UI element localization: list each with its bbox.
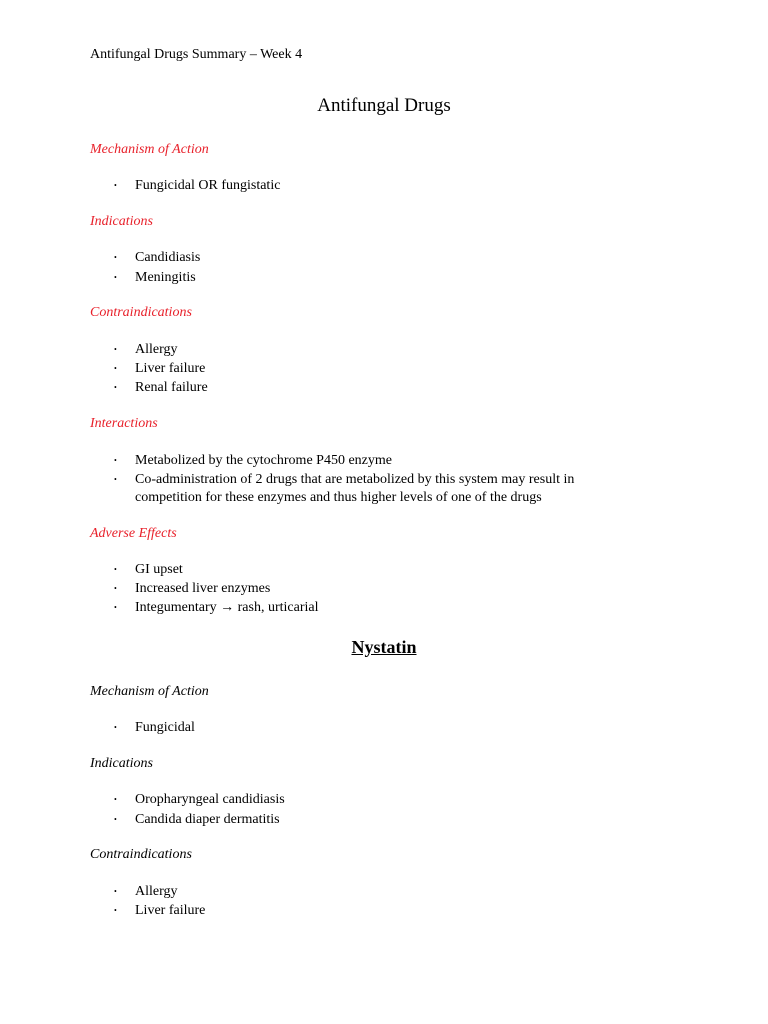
heading-indications: Indications — [90, 214, 153, 229]
bullet-icon: • — [114, 253, 117, 262]
bullet-icon: • — [114, 345, 117, 354]
bullet-icon: • — [114, 273, 117, 282]
list-item: Oropharyngeal candidiasis — [135, 792, 285, 807]
bullet-icon: • — [114, 475, 117, 484]
list-item: Liver failure — [135, 361, 206, 376]
list-item: Integumentary → rash, urticarial — [135, 600, 319, 615]
list-item: Meningitis — [135, 270, 196, 285]
heading-contraindications: Contraindications — [90, 847, 192, 862]
bullet-icon: • — [114, 181, 117, 190]
bullet-icon: • — [114, 795, 117, 804]
list-item: Fungicidal OR fungistatic — [135, 178, 281, 193]
list-item: Renal failure — [135, 380, 208, 395]
list-item: Allergy — [135, 342, 178, 357]
list-item: Fungicidal — [135, 720, 195, 735]
list-item: Increased liver enzymes — [135, 581, 271, 596]
document-header: Antifungal Drugs Summary – Week 4 — [90, 47, 303, 62]
list-item: Candidiasis — [135, 250, 201, 265]
bullet-icon: • — [114, 565, 117, 574]
heading-adverse-effects: Adverse Effects — [90, 526, 177, 541]
heading-mechanism-of-action: Mechanism of Action — [90, 684, 209, 699]
heading-contraindications: Contraindications — [90, 305, 192, 320]
list-item-continuation: competition for these enzymes and thus higher levels of one of the drugs — [135, 490, 542, 505]
section-title-nystatin: Nystatin — [351, 637, 417, 657]
heading-mechanism-of-action: Mechanism of Action — [90, 142, 209, 157]
section-title-antifungal-drugs: Antifungal Drugs — [317, 95, 451, 116]
list-item: Co-administration of 2 drugs that are metabolized by this system may result in — [135, 472, 575, 487]
bullet-icon: • — [114, 456, 117, 465]
bullet-icon: • — [114, 906, 117, 915]
heading-interactions: Interactions — [90, 416, 158, 431]
bullet-icon: • — [114, 364, 117, 373]
bullet-icon: • — [114, 723, 117, 732]
bullet-icon: • — [114, 887, 117, 896]
heading-indications: Indications — [90, 756, 153, 771]
list-item: Candida diaper dermatitis — [135, 812, 280, 827]
bullet-icon: • — [114, 603, 117, 612]
list-item: Allergy — [135, 884, 178, 899]
list-item: Liver failure — [135, 903, 206, 918]
bullet-icon: • — [114, 584, 117, 593]
list-item: Metabolized by the cytochrome P450 enzyme — [135, 453, 392, 468]
list-item: GI upset — [135, 562, 183, 577]
bullet-icon: • — [114, 815, 117, 824]
bullet-icon: • — [114, 383, 117, 392]
